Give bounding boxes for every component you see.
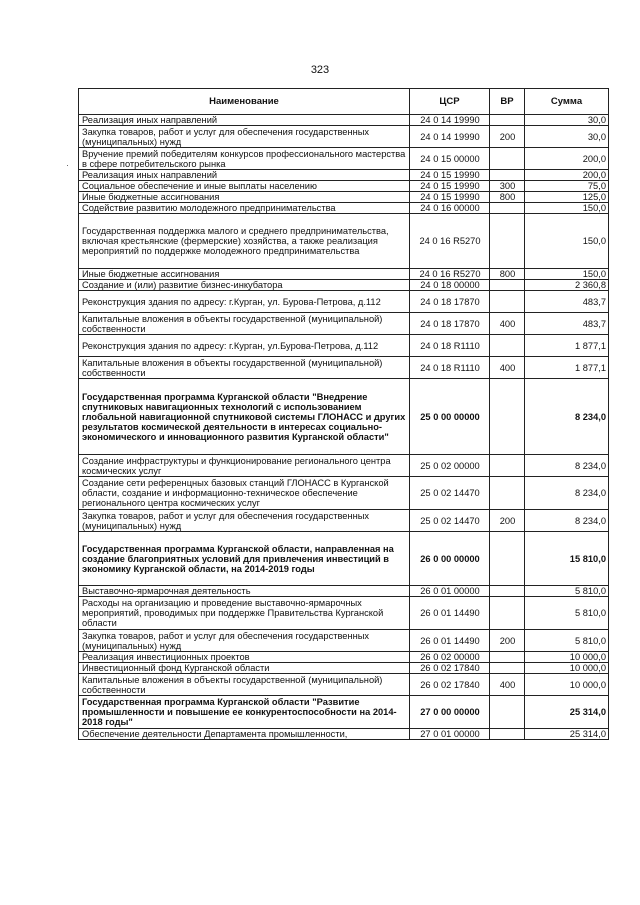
cell-csr: 26 0 02 00000 [410,652,490,663]
cell-sum: 125,0 [525,192,609,203]
cell-vr: 400 [490,357,525,379]
cell-vr [490,729,525,740]
cell-sum: 150,0 [525,214,609,269]
table-row [79,630,609,652]
cell-sum: 8 234,0 [525,379,609,455]
cell-csr: 24 0 18 17870 [410,313,490,335]
table-row [79,696,609,729]
cell-csr: 24 0 16 00000 [410,203,490,214]
cell-name: Выставочно-ярмарочная деятельность [79,586,410,597]
cell-sum: 10 000,0 [525,652,609,663]
cell-name: Капитальные вложения в объекты государственной (муниципальной) собственности [79,674,410,696]
cell-csr: 26 0 01 00000 [410,586,490,597]
table-row [79,477,609,510]
table-row [79,170,609,181]
cell-name: Реконструкция здания по адресу: г.Курган, ул.Бурова-Петрова, д.112 [79,335,410,357]
cell-name: Закупка товаров, работ и услуг для обеспечения государственных (муниципальных) нужд [79,510,410,532]
cell-vr: 200 [490,126,525,148]
table-row [79,335,609,357]
cell-name: Реализация инвестиционных проектов [79,652,410,663]
cell-sum: 10 000,0 [525,663,609,674]
cell-sum: 5 810,0 [525,630,609,652]
table-row [79,115,609,126]
cell-sum: 30,0 [525,126,609,148]
cell-name: Реализация иных направлений [79,170,410,181]
cell-csr: 24 0 15 19990 [410,181,490,192]
cell-csr: 24 0 15 19990 [410,170,490,181]
cell-csr: 26 0 02 17840 [410,674,490,696]
cell-sum: 483,7 [525,313,609,335]
scan-mark: · [66,160,69,170]
table-row [79,181,609,192]
cell-csr: 24 0 18 17870 [410,291,490,313]
cell-name: Закупка товаров, работ и услуг для обеспечения государственных (муниципальных) нужд [79,630,410,652]
cell-vr [490,379,525,455]
cell-sum: 15 810,0 [525,532,609,586]
cell-csr: 24 0 18 R1110 [410,335,490,357]
cell-csr: 27 0 00 00000 [410,696,490,729]
cell-vr [490,291,525,313]
table-row [79,586,609,597]
cell-name: Государственная программа Курганской области "Внедрение спутниковых навигационных технологий с использованием глобальной навигационной спутниковой системы ГЛОНАСС и других результатов космической деятельности в интересах социально-экономического и инновационного развития Курганской области" [79,379,410,455]
cell-vr [490,597,525,630]
cell-csr: 24 0 15 19990 [410,192,490,203]
cell-sum: 30,0 [525,115,609,126]
table-row [79,532,609,586]
cell-sum: 10 000,0 [525,674,609,696]
page-number: 323 [310,64,330,76]
cell-sum: 200,0 [525,148,609,170]
table-row [79,729,609,740]
cell-name: Расходы на организацию и проведение выставочно-ярмарочных мероприятий, проводимых при поддержке Правительства Курганской области [79,597,410,630]
cell-name: Иные бюджетные ассигнования [79,192,410,203]
table-header-row [79,89,609,115]
cell-vr [490,663,525,674]
cell-sum: 75,0 [525,181,609,192]
cell-name: Создание и (или) развитие бизнес-инкубатора [79,280,410,291]
cell-sum: 150,0 [525,269,609,280]
table-row [79,652,609,663]
header-vr: ВР [490,89,525,115]
cell-csr: 26 0 00 00000 [410,532,490,586]
table-row [79,663,609,674]
cell-vr: 200 [490,510,525,532]
header-csr: ЦСР [410,89,490,115]
cell-vr [490,652,525,663]
cell-name: Иные бюджетные ассигнования [79,269,410,280]
cell-name: Содействие развитию молодежного предпринимательства [79,203,410,214]
header-name: Наименование [79,89,410,115]
cell-name: Инвестиционный фонд Курганской области [79,663,410,674]
cell-sum: 8 234,0 [525,510,609,532]
cell-name: Обеспечение деятельности Департамента промышленности, [79,729,410,740]
cell-csr: 25 0 00 00000 [410,379,490,455]
cell-csr: 24 0 18 00000 [410,280,490,291]
cell-csr: 24 0 16 R5270 [410,269,490,280]
cell-vr [490,335,525,357]
cell-sum: 25 314,0 [525,696,609,729]
cell-csr: 24 0 18 R1110 [410,357,490,379]
cell-sum: 483,7 [525,291,609,313]
table-row [79,597,609,630]
cell-csr: 27 0 01 00000 [410,729,490,740]
cell-vr [490,696,525,729]
table-row [79,674,609,696]
cell-csr: 24 0 14 19990 [410,115,490,126]
cell-vr: 800 [490,192,525,203]
cell-csr: 26 0 01 14490 [410,597,490,630]
cell-vr [490,586,525,597]
cell-vr [490,477,525,510]
cell-csr: 24 0 16 R5270 [410,214,490,269]
cell-name: Вручение премий победителям конкурсов профессионального мастерства в сфере потребительского рынка [79,148,410,170]
cell-name: Капитальные вложения в объекты государственной (муниципальной) собственности [79,357,410,379]
table-row [79,313,609,335]
cell-vr [490,532,525,586]
cell-name: Создание инфраструктуры и функционирование регионального центра космических услуг [79,455,410,477]
table-row [79,357,609,379]
table-row [79,455,609,477]
cell-name: Государственная программа Курганской области "Развитие промышленности и повышение ее конкурентоспособности на 2014-2018 годы" [79,696,410,729]
cell-sum: 2 360,8 [525,280,609,291]
cell-name: Государственная программа Курганской области, направленная на создание благоприятных условий для привлечения инвестиций в экономику Курганской области, на 2014-2019 годы [79,532,410,586]
table-row [79,510,609,532]
cell-name: Реализация иных направлений [79,115,410,126]
cell-csr: 24 0 14 19990 [410,126,490,148]
table-row [79,192,609,203]
cell-name: Государственная поддержка малого и среднего предпринимательства, включая крестьянские (фермерские) хозяйства, а также реализация мероприятий по поддержке молодежного предпринимательства [79,214,410,269]
cell-name: Капитальные вложения в объекты государственной (муниципальной) собственности [79,313,410,335]
budget-table [78,88,609,740]
cell-vr [490,280,525,291]
cell-sum: 25 314,0 [525,729,609,740]
cell-vr [490,455,525,477]
table-row [79,291,609,313]
cell-sum: 8 234,0 [525,455,609,477]
header-sum: Сумма [525,89,609,115]
cell-sum: 1 877,1 [525,335,609,357]
cell-csr: 26 0 02 17840 [410,663,490,674]
table-row [79,269,609,280]
cell-name: Закупка товаров, работ и услуг для обеспечения государственных (муниципальных) нужд [79,126,410,148]
cell-vr: 300 [490,181,525,192]
table-row [79,280,609,291]
table-row [79,126,609,148]
table-row [79,379,609,455]
cell-name: Реконструкция здания по адресу: г.Курган, ул. Бурова-Петрова, д.112 [79,291,410,313]
cell-vr [490,214,525,269]
cell-name: Создание сети референцных базовых станций ГЛОНАСС в Курганской области, создание и информационно-техническое обеспечение регионального центра космических услуг [79,477,410,510]
cell-sum: 1 877,1 [525,357,609,379]
cell-vr [490,115,525,126]
cell-csr: 25 0 02 14470 [410,510,490,532]
cell-vr [490,170,525,181]
cell-vr: 400 [490,674,525,696]
table-row [79,203,609,214]
cell-vr: 400 [490,313,525,335]
cell-sum: 200,0 [525,170,609,181]
cell-sum: 150,0 [525,203,609,214]
table-row [79,214,609,269]
cell-vr [490,148,525,170]
cell-sum: 8 234,0 [525,477,609,510]
cell-vr [490,203,525,214]
cell-vr: 200 [490,630,525,652]
cell-vr: 800 [490,269,525,280]
cell-sum: 5 810,0 [525,597,609,630]
cell-csr: 24 0 15 00000 [410,148,490,170]
table-body [79,115,609,740]
cell-csr: 26 0 01 14490 [410,630,490,652]
table-row [79,148,609,170]
cell-csr: 25 0 02 14470 [410,477,490,510]
cell-sum: 5 810,0 [525,586,609,597]
cell-name: Социальное обеспечение и иные выплаты населению [79,181,410,192]
cell-csr: 25 0 02 00000 [410,455,490,477]
